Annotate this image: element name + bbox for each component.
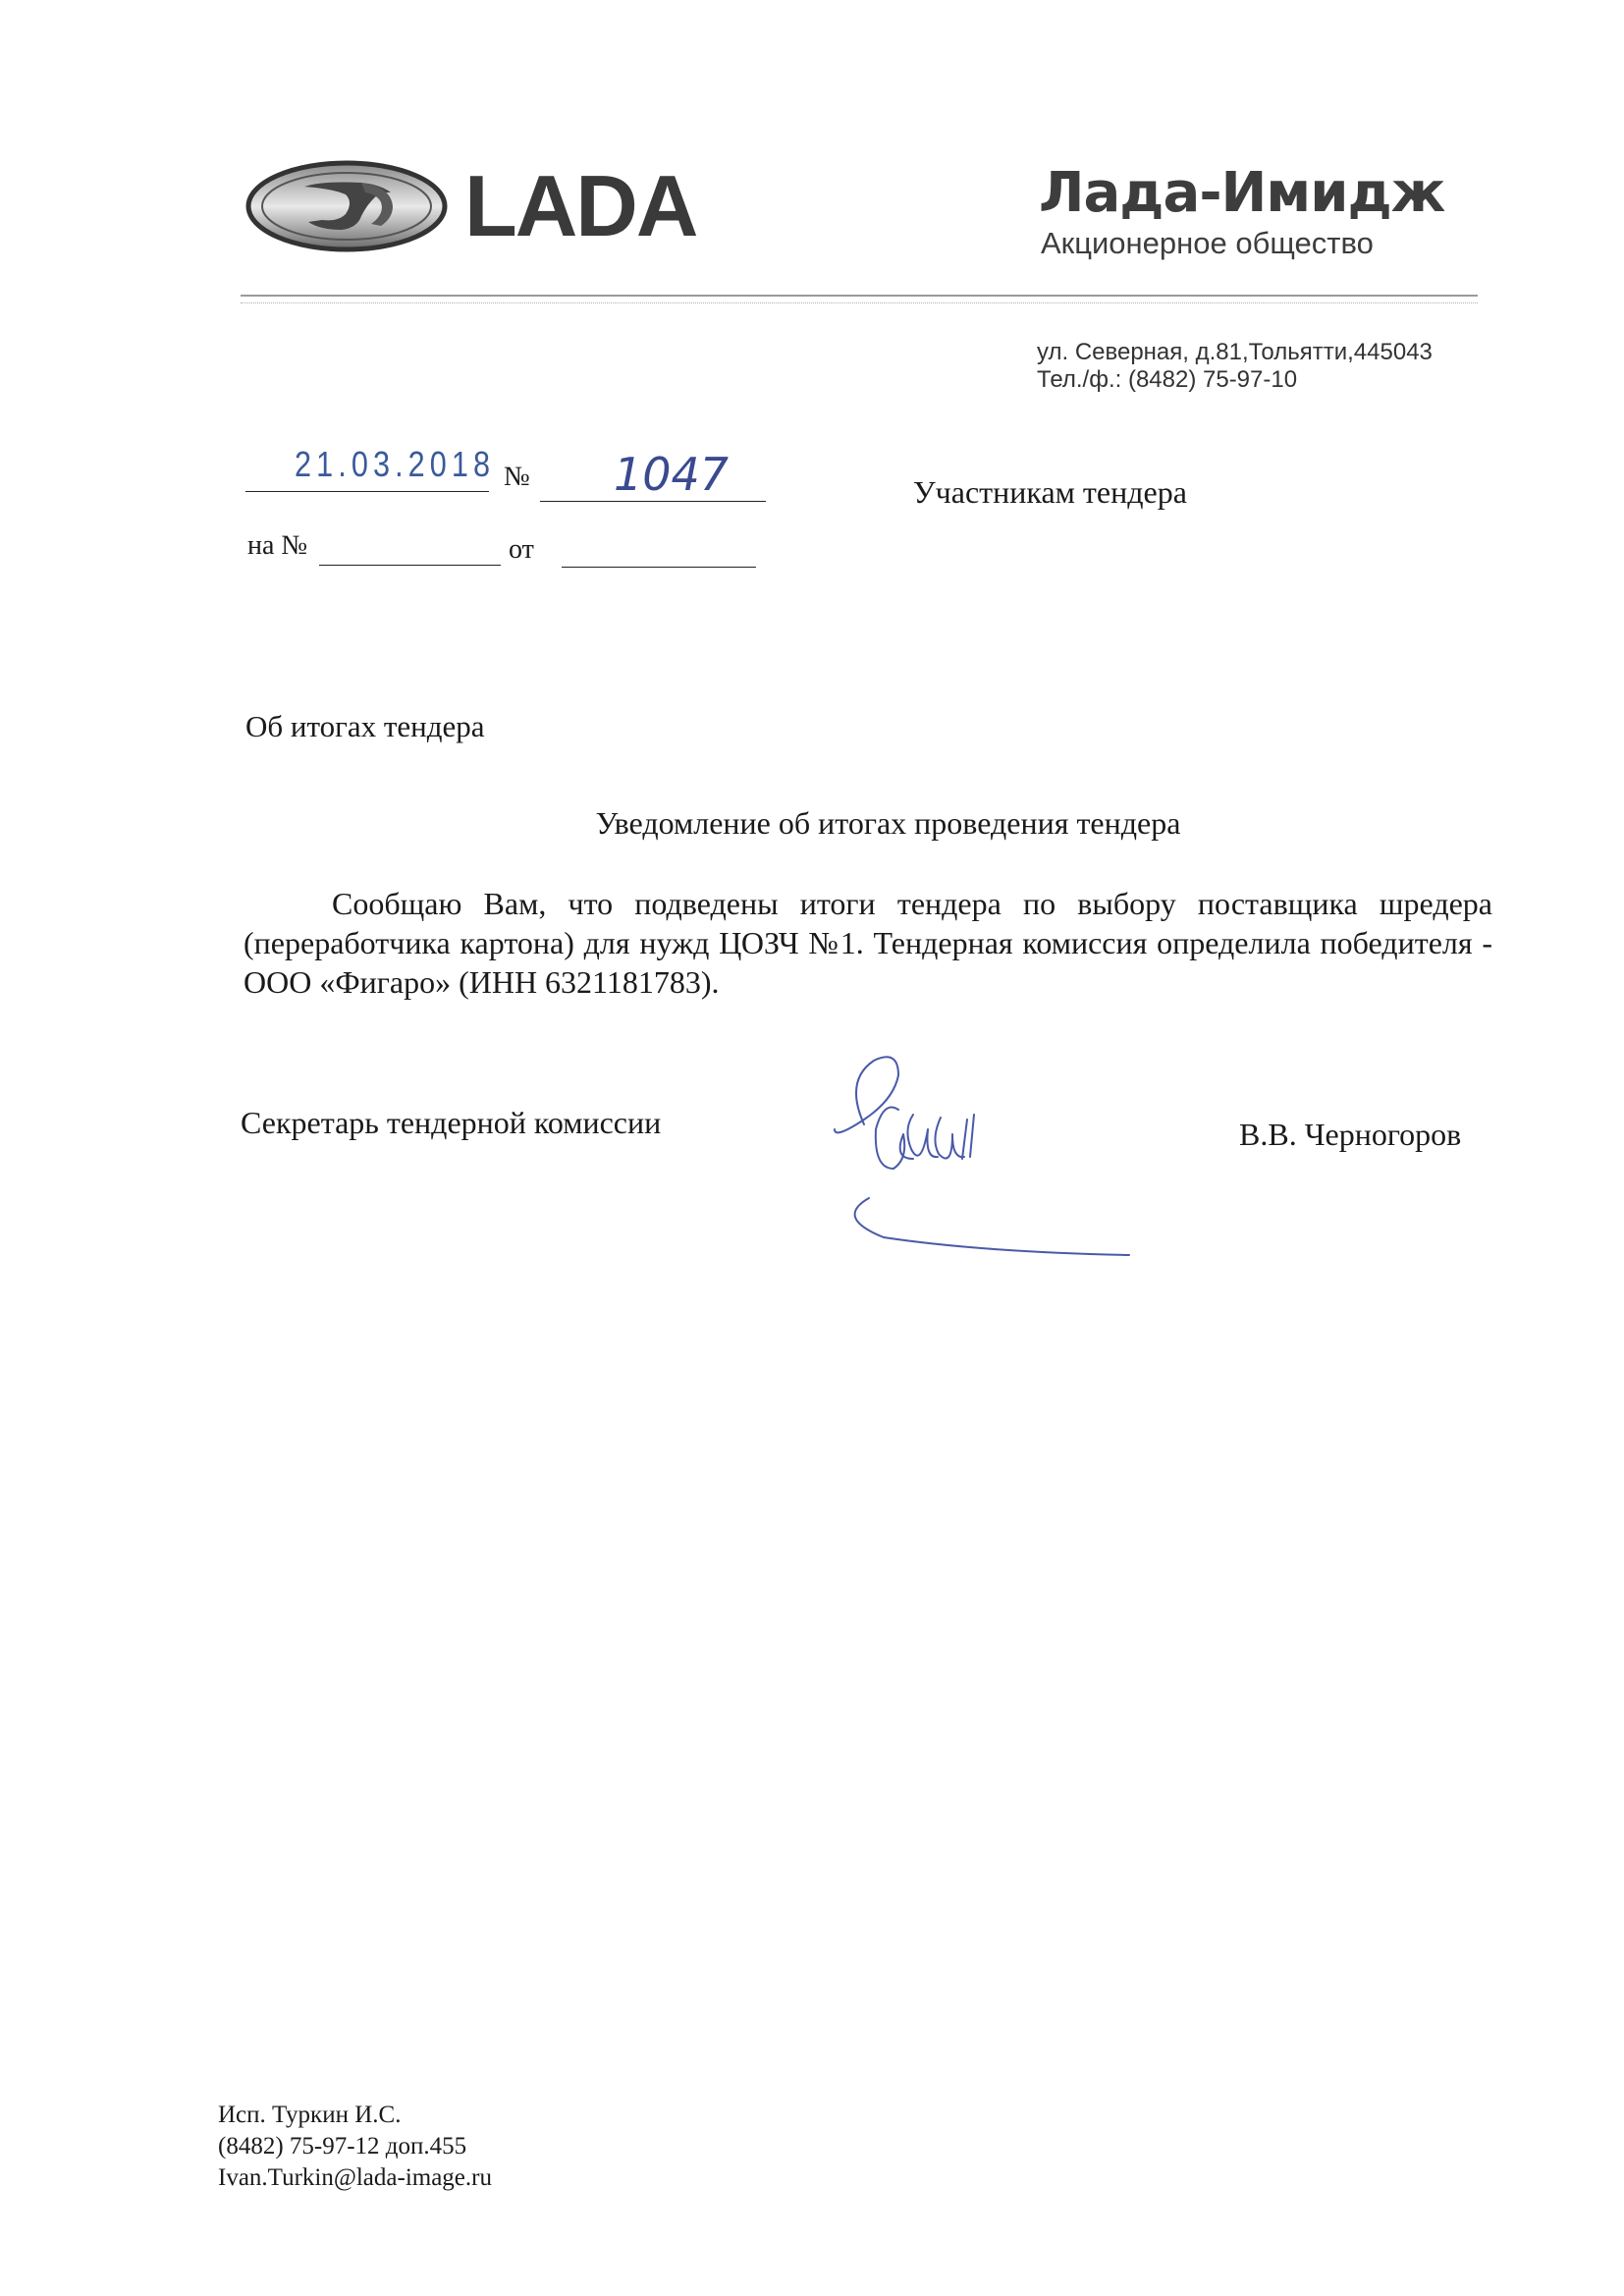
signatory-role: Секретарь тендерной комиссии (241, 1105, 662, 1140)
reply-date-underline (562, 567, 756, 568)
executor-name: Исп. Туркин И.С. (218, 2102, 402, 2128)
notice-title: Уведомление об итогах проведения тендера (595, 805, 1181, 841)
reply-number-underline (319, 565, 501, 566)
executor-email: Ivan.Turkin@lada-image.ru (218, 2164, 492, 2191)
handwritten-signature (805, 1041, 1159, 1267)
reply-to-prefix: на № (247, 530, 308, 561)
company-address: ул. Северная, д.81,Тольятти,445043 (1037, 339, 1433, 365)
header-divider (241, 295, 1478, 303)
date-underline (245, 491, 489, 492)
signatory-name: В.В. Черногоров (1239, 1117, 1462, 1152)
lada-boat-emblem-icon (244, 157, 450, 255)
company-type: Акционерное общество (1041, 226, 1374, 260)
body-paragraph: Сообщаю Вам, что подведены итоги тендера по выбору поставщика шредера (переработчика картона) для нужд ЦОЗЧ №1. Тендерная комиссия определила победителя - ООО «Фигаро» (ИНН 6321181783). (244, 886, 1492, 1000)
number-underline (540, 501, 766, 502)
executor-phone: (8482) 75-97-12 доп.455 (218, 2133, 467, 2159)
recipient: Участникам тендера (913, 474, 1187, 510)
lada-wordmark: LADA (464, 157, 697, 254)
company-name: Лада-Имидж (1039, 161, 1445, 225)
lada-logo (244, 157, 715, 255)
date-stamp: 21.03.2018 (295, 444, 496, 484)
from-label: от (509, 534, 534, 565)
company-phone: Тел./ф.: (8482) 75-97-10 (1037, 366, 1298, 393)
outgoing-number-handwritten: 1047 (614, 448, 730, 501)
subject-line: Об итогах тендера (245, 709, 485, 743)
number-sign: № (504, 462, 530, 492)
